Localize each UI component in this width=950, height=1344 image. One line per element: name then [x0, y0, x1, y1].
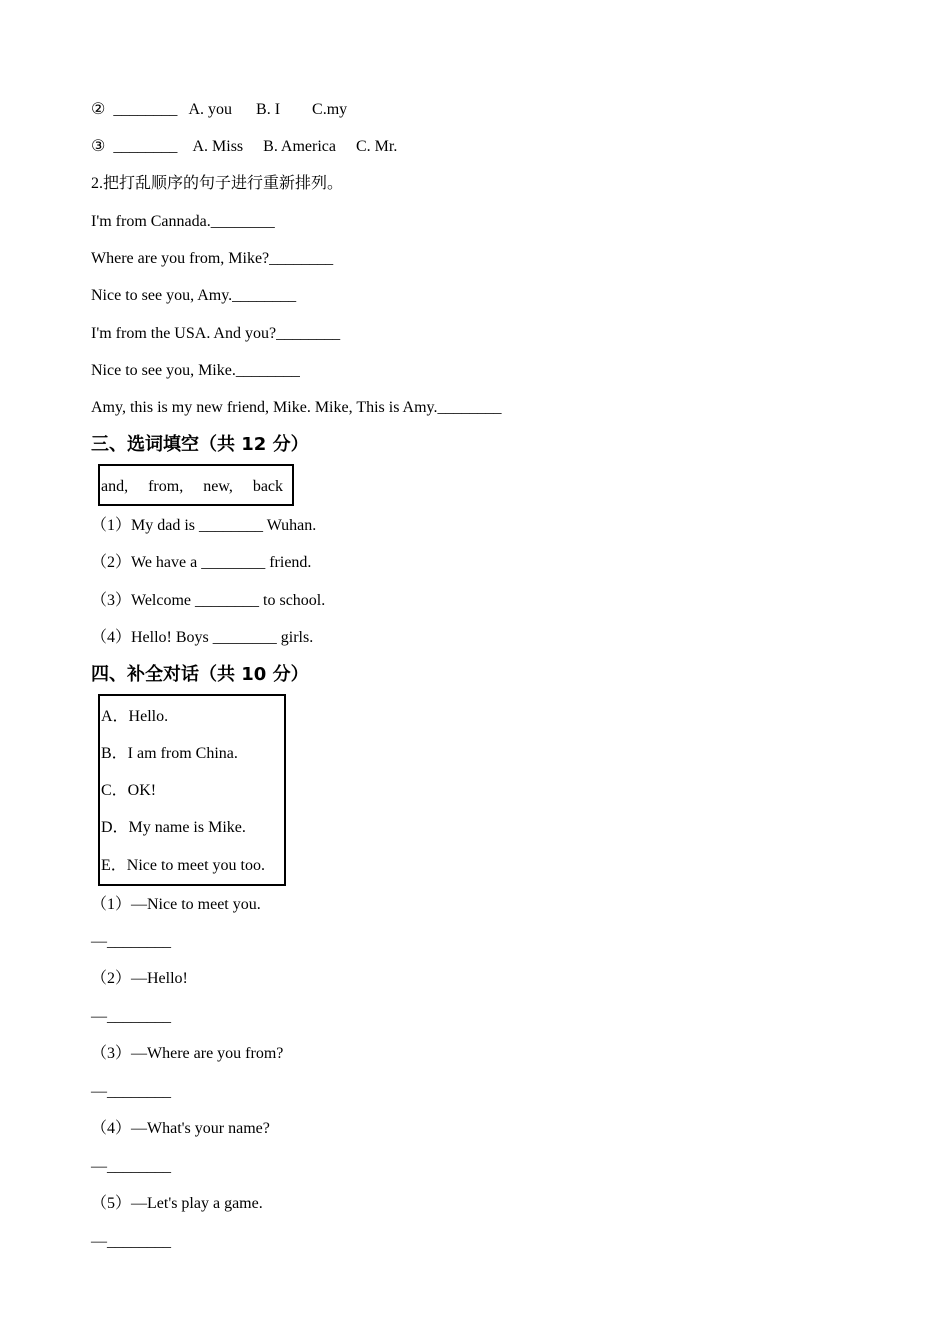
reorder-sentence-3: Nice to see you, Amy.________ — [91, 287, 297, 304]
fill-question-3: （3）Welcome ________ to school. — [91, 592, 326, 609]
dialog-prompt-4: （4）—What's your name? — [91, 1120, 270, 1137]
dialog-prompt-1: （1）—Nice to meet you. — [91, 896, 261, 913]
word-bank-box — [98, 464, 294, 506]
word-bank: and, from, new, back — [101, 478, 284, 495]
dialog-answer-4: —________ — [91, 1158, 171, 1175]
reorder-sentence-4: I'm from the USA. And you?________ — [91, 325, 341, 342]
dialog-prompt-5: （5）—Let's play a game. — [91, 1195, 263, 1212]
reorder-sentence-6: Amy, this is my new friend, Mike. Mike, This is Amy.________ — [91, 399, 502, 416]
dialog-option-b: B．I am from China. — [101, 745, 238, 762]
fill-question-1: （1）My dad is ________ Wuhan. — [91, 517, 317, 534]
dialog-option-d: D．My name is Mike. — [101, 819, 246, 836]
dialog-option-e: E．Nice to meet you too. — [101, 857, 265, 874]
fill-question-4: （4）Hello! Boys ________ girls. — [91, 629, 314, 646]
question-2-title: 2.把打乱顺序的句子进行重新排列。 — [91, 175, 344, 192]
dialog-prompt-3: （3）—Where are you from? — [91, 1045, 284, 1062]
section-4-heading: 四、补全对话（共 10 分） — [91, 664, 309, 685]
dialog-options-box — [98, 694, 286, 886]
section-3-heading: 三、选词填空（共 12 分） — [91, 434, 309, 455]
dialog-answer-3: —________ — [91, 1083, 171, 1100]
reorder-sentence-1: I'm from Cannada.________ — [91, 213, 275, 230]
dialog-answer-5: —________ — [91, 1233, 171, 1250]
dialog-prompt-2: （2）—Hello! — [91, 970, 188, 987]
option-line-2: ② ________ A. you B. I C.my — [91, 101, 348, 118]
reorder-sentence-5: Nice to see you, Mike.________ — [91, 362, 300, 379]
option-line-3: ③ ________ A. Miss B. America C. Mr. — [91, 138, 398, 155]
dialog-option-c: C．OK! — [101, 782, 157, 799]
reorder-sentence-2: Where are you from, Mike?________ — [91, 250, 334, 267]
dialog-option-a: A．Hello. — [101, 708, 169, 725]
dialog-answer-1: —________ — [91, 933, 171, 950]
dialog-answer-2: —________ — [91, 1008, 171, 1025]
fill-question-2: （2）We have a ________ friend. — [91, 554, 312, 571]
